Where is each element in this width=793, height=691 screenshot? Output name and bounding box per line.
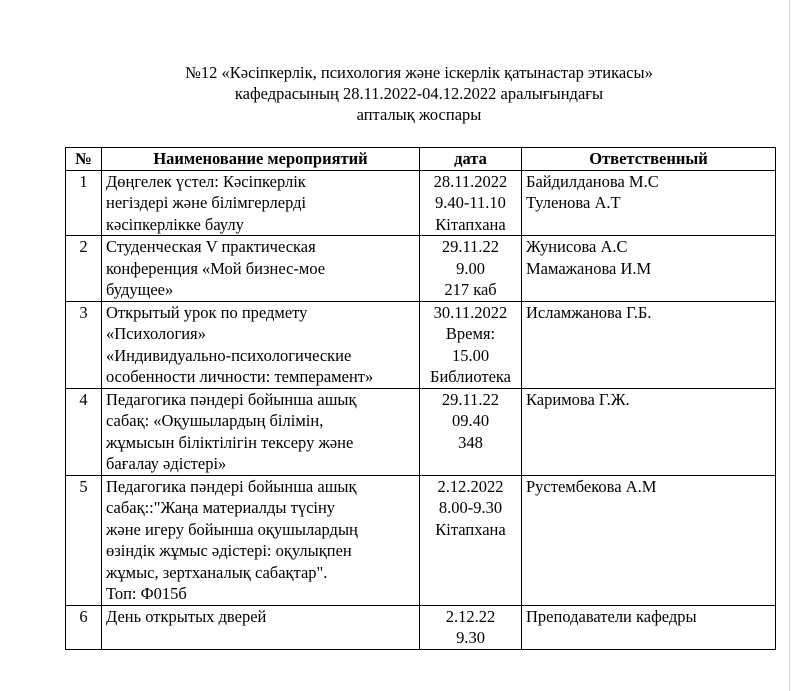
- date-cell: [420, 475, 522, 605]
- date-line: 28.11.2022: [433, 171, 508, 191]
- responsible-cell: [522, 170, 776, 236]
- header-plan-line: апталық жоспары: [356, 105, 482, 124]
- header-department-line: кафедрасының 28.11.2022-04.12.2022 аралығындағы: [234, 84, 604, 103]
- table-row: [66, 301, 776, 388]
- date-cell: [420, 605, 522, 649]
- event-name-line: сабақ: «Оқушылардың білімін,: [106, 411, 324, 430]
- date-line: 29.11.22: [441, 237, 500, 256]
- date-line: 9.40-11.10: [435, 193, 506, 212]
- date-line: 9.30: [456, 628, 485, 647]
- table-row: [66, 236, 776, 302]
- event-name-cell: [102, 301, 420, 388]
- date-cell: [420, 170, 522, 236]
- date-line: Кітапхана: [435, 519, 506, 539]
- date-line: 29.11.22: [441, 389, 500, 409]
- event-name-cell: [102, 236, 420, 302]
- document-header: [64, 62, 774, 125]
- column-header-responsible: Ответственный: [522, 148, 776, 171]
- event-name-cell: [102, 605, 420, 649]
- event-name-line: негіздері және білімгерлерді: [106, 193, 307, 212]
- table-header-row: [66, 148, 776, 171]
- date-cell: [420, 236, 522, 302]
- date-line: 348: [458, 432, 483, 452]
- responsible-cell: [522, 236, 776, 302]
- responsible-line: Исламжанова Г.Б.: [526, 302, 652, 322]
- column-header-number: №: [66, 148, 102, 171]
- responsible-line: Туленова А.Т: [526, 193, 621, 212]
- date-cell: [420, 388, 522, 475]
- row-number: 1: [66, 170, 102, 236]
- responsible-line: Байдилданова М.С: [526, 171, 659, 191]
- event-name-line: Студенческая V практическая: [106, 237, 316, 256]
- event-name-line: будущее»: [106, 280, 174, 299]
- event-name-line: жұмыс, зертханалық сабақтар".: [106, 562, 328, 582]
- date-line: 30.11.2022: [433, 302, 508, 322]
- date-line: Библиотека: [429, 367, 511, 386]
- responsible-cell: [522, 605, 776, 649]
- event-name-cell: [102, 170, 420, 236]
- date-line: 2.12.2022: [437, 476, 504, 496]
- row-number: 4: [66, 388, 102, 475]
- date-cell: [420, 301, 522, 388]
- event-name-cell: [102, 475, 420, 605]
- table-row: [66, 388, 776, 475]
- responsible-line: Жунисова А.С: [526, 237, 628, 256]
- date-line: 9.00: [456, 258, 485, 278]
- date-line: 8.00-9.30: [438, 498, 503, 517]
- responsible-cell: [522, 388, 776, 475]
- responsible-line: Мамажанова И.М: [526, 258, 652, 278]
- responsible-line: Каримова Г.Ж.: [526, 389, 630, 409]
- event-name-line: Дөңгелек үстел: Кәсіпкерлік: [106, 171, 306, 191]
- event-name-line: кәсіпкерлікке баулу: [106, 214, 244, 234]
- date-line: 217 каб: [444, 280, 497, 299]
- event-name-line: особенности личности: темперамент»: [106, 367, 374, 386]
- date-line: 09.40: [451, 411, 490, 430]
- row-number: 6: [66, 605, 102, 649]
- table-row: [66, 170, 776, 236]
- event-name-line: өзіндік жұмыс әдістері: оқулықпен: [106, 541, 352, 560]
- event-name-line: «Психология»: [106, 324, 206, 343]
- event-name-line: День открытых дверей: [106, 606, 267, 626]
- row-number: 5: [66, 475, 102, 605]
- event-name-line: Педагогика пәндері бойынша ашық: [106, 389, 357, 409]
- date-line: 15.00: [451, 345, 490, 365]
- event-name-line: жұмысын біліктілігін тексеру және: [106, 432, 354, 452]
- responsible-cell: [522, 475, 776, 605]
- event-name-line: «Индивидуально-психологические: [106, 345, 352, 365]
- page-edge-line: [789, 0, 790, 691]
- date-line: 2.12.22: [445, 606, 496, 626]
- header-title-line: №12 «Кәсіпкерлік, психология және іскерлік қатынастар этикасы»: [185, 63, 653, 82]
- event-name-line: конференция «Мой бизнес-мое: [106, 258, 326, 278]
- event-name-line: бағалау әдістері»: [106, 454, 227, 473]
- event-name-line: Педагогика пәндері бойынша ашық: [106, 476, 357, 496]
- column-header-event: Наименование мероприятий: [102, 148, 420, 171]
- date-line: Кітапхана: [435, 214, 506, 234]
- row-number: 2: [66, 236, 102, 302]
- event-name-line: Топ: Ф015б: [106, 584, 187, 603]
- responsible-cell: [522, 301, 776, 388]
- event-name-line: және игеру бойынша оқушылардың: [106, 519, 358, 539]
- responsible-line: Преподаватели кафедры: [526, 606, 697, 626]
- date-line: Время:: [445, 324, 496, 343]
- event-name-line: Открытый урок по предмету: [106, 302, 308, 322]
- column-header-date: дата: [420, 148, 522, 171]
- row-number: 3: [66, 301, 102, 388]
- responsible-line: Рустембекова А.М: [526, 476, 657, 496]
- table-row: [66, 475, 776, 605]
- event-name-cell: [102, 388, 420, 475]
- event-name-line: сабақ::"Жаңа материалды түсіну: [106, 498, 336, 517]
- table-row: [66, 605, 776, 649]
- weekly-plan-table: [65, 147, 776, 650]
